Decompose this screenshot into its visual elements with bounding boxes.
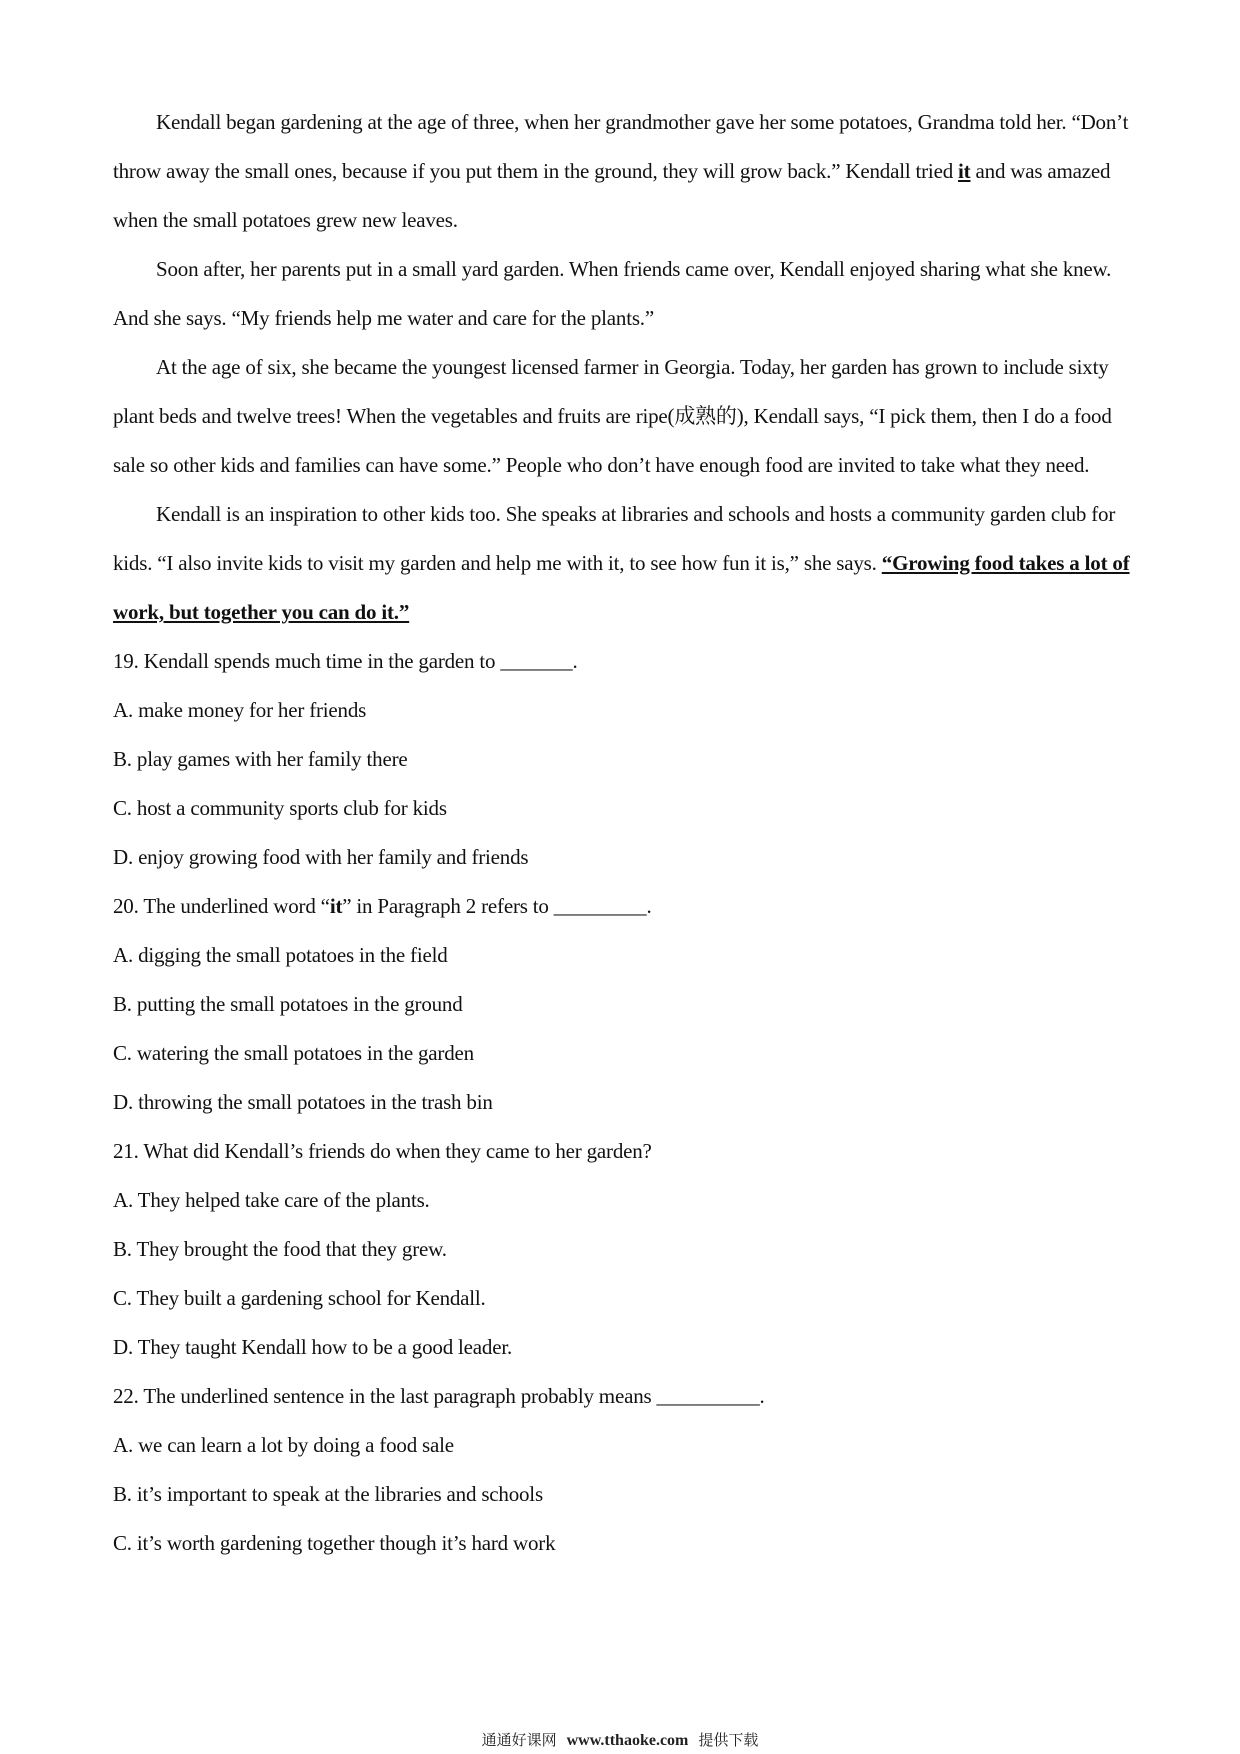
option-b: B. They brought the food that they grew. <box>113 1237 447 1261</box>
underlined-sentence: “Growing food takes a lot of work, but together you can do it.” <box>113 551 1130 624</box>
footer-site-name: 通通好课网 <box>481 1731 557 1749</box>
option-c: C. it’s worth gardening together though it’s hard work <box>113 1531 556 1555</box>
paragraph-1 <box>113 98 1133 245</box>
underlined-word-it: it <box>958 159 971 183</box>
option-d: D. They taught Kendall how to be a good leader. <box>113 1335 513 1359</box>
question-stem-end: ” in Paragraph 2 refers to _________. <box>342 894 652 918</box>
paragraph-1-text-a: Kendall began gardening at the age of three, when her grandmother gave her some potatoes, Grandma told her. “Don’t throw away the small ones, because if you put them in the ground, they will grow back.” Kendall tried <box>113 110 1129 183</box>
paragraph-2: Soon after, her parents put in a small yard garden. When friends came over, Kendall enjoyed sharing what she knew. And she says. “My friends help me water and care for the plants.” <box>113 257 1112 330</box>
option-d: D. throwing the small potatoes in the trash bin <box>113 1090 493 1114</box>
question-21 <box>113 1127 1133 1372</box>
footer-site-url: www.tthaoke.com <box>566 1732 689 1749</box>
question-stem-start: 20. The underlined word “ <box>113 894 330 918</box>
paragraph-3: At the age of six, she became the youngest licensed farmer in Georgia. Today, her garden has grown to include sixty plant beds and twelve trees! When the vegetables and fruits are ripe(成熟的), Kendall says, “I pick them, then I do a food sale so other kids and families can have some.” People who don’t have enough food are invited to take what they need. <box>113 355 1112 477</box>
reading-passage <box>113 98 1133 1568</box>
paragraph-1-text-b: and was amazed when the small potatoes grew new leaves. <box>113 159 1111 232</box>
option-c: C. host a community sports club for kids <box>113 796 447 820</box>
question-20 <box>113 882 1133 1127</box>
option-a: A. we can learn a lot by doing a food sale <box>113 1433 454 1457</box>
paragraph-4-text: Kendall is an inspiration to other kids too. She speaks at libraries and schools and hosts a community garden club for kids. “I also invite kids to visit my garden and help me with it, to see how fun it is,” she says. <box>113 502 1116 575</box>
option-a: A. make money for her friends <box>113 698 367 722</box>
question-stem: 19. Kendall spends much time in the garden to _______. <box>113 649 578 673</box>
question-stem: 22. The underlined sentence in the last paragraph probably means __________. <box>113 1384 765 1408</box>
question-19 <box>113 637 1133 882</box>
option-d: D. enjoy growing food with her family and friends <box>113 845 529 869</box>
footer-note: 提供下载 <box>698 1731 759 1749</box>
page-footer <box>0 1729 1240 1750</box>
option-b: B. it’s important to speak at the libraries and schools <box>113 1482 543 1506</box>
option-c: C. watering the small potatoes in the garden <box>113 1041 474 1065</box>
option-a: A. digging the small potatoes in the field <box>113 943 448 967</box>
option-b: B. putting the small potatoes in the ground <box>113 992 463 1016</box>
question-22 <box>113 1372 1133 1568</box>
question-stem-bold-word: it <box>329 894 343 918</box>
question-stem <box>113 882 1133 931</box>
paragraph-4 <box>113 490 1133 637</box>
option-a: A. They helped take care of the plants. <box>113 1188 430 1212</box>
question-stem: 21. What did Kendall’s friends do when they came to her garden? <box>113 1139 652 1163</box>
option-c: C. They built a gardening school for Kendall. <box>113 1286 486 1310</box>
option-b: B. play games with her family there <box>113 747 408 771</box>
